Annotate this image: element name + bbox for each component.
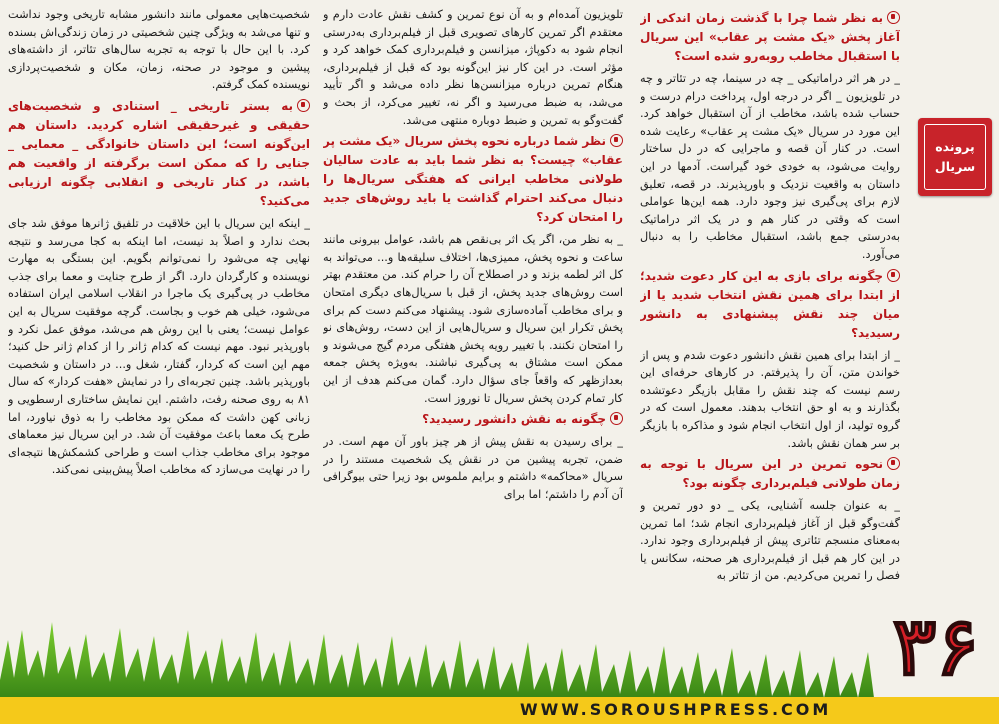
question-heading [323, 132, 623, 227]
bullet-icon [610, 134, 623, 147]
question-heading [8, 97, 310, 211]
question-heading [640, 455, 900, 493]
question-text: به بستر تاریخی _ استنادی و شخصیت‌های حقیقی و غیرحقیقی اشاره کردید. داستان هم این‌گونه است؛ این داستان خانوادگی _ معمایی _ جنایی را که ممکن است برگرفته از واقعیت هم باشد، در کنار تاریخی و انقلابی چگونه ارزیابی می‌کنید؟ [8, 98, 310, 208]
bullet-icon [887, 457, 900, 470]
website-url: WWW.SOROUSHPRESS.COM [520, 700, 832, 719]
footer-bar [0, 697, 999, 724]
badge-line-1: پرونده [935, 139, 975, 154]
question-heading [640, 9, 900, 66]
answer-paragraph: _ در هر اثر دراماتیکی _ چه در سینما، چه در تئاتر و چه در تلویزیون _ اگر در درجه اول، پرداخت درام درست و حساب شده باشد، مخاطب از آن استقبال خواهد کرد. این مورد در سریال «یک مشت پر عقاب» رعایت شده است. در کنار آن قصه و ماجرایی که در دل ساختار روایت می‌شود، به خودی خود گیراست. آدمها در این داستان به واقعیت نزدیک و باورپذیرند. در قصه، تعلیق لازم برای پی‌گیری نیز وجود دارد. همه این‌ها عواملی است که وقتی در کنار هم و در یک اثر دراماتیک به‌درستی جمع باشد، استقبال مخاطب را به دنبال می‌آورد. [640, 72, 900, 261]
answer-paragraph: _ برای رسیدن به نقش پیش از هر چیز باور آن مهم است. در ضمن، تجربه پیشین من در نقش یک شخصیت مستند را در سریال «محاکمه» داشتم و برایم ملموس بود زیرا حتی بیوگرافی آن آدم را داشتم؛ اما برای [323, 435, 623, 501]
bullet-icon [297, 99, 310, 112]
page-number: ۳۶ [893, 599, 979, 693]
question-text: نحوه تمرین در این سریال با توجه به زمان طولانی فیلم‌برداری چگونه بود؟ [640, 457, 900, 491]
grass-decoration [0, 600, 999, 710]
section-badge [918, 118, 992, 196]
answer-paragraph: _ به نظر من، اگر یک اثر بی‌نقص هم باشد، عوامل بیرونی مانند ساعت و نحوه پخش، ممیزی‌ها، اختلاف سلیقه‌ها و... می‌تواند به کل اثر لطمه بزند و در اصطلاح آن را حرام کند. من معتقدم بهتر است روش‌های جدید پخش، از قبل با سریال‌های دیگری امتحان و برای مخاطب آماده‌سازی شود. پیشنهاد می‌کنم دست کم برای پخش تکرار این سریال و سریال‌هایی از این دست، روش‌های نو را امتحان نکنند. با تغییر رویه پخش هفتگی مردم گیج می‌شوند و ممکن است مشتاق به پی‌گیری نباشند. به‌ویژه پخش جمعه بعدازظهر که واقعاً جای سؤال دارد. گمان می‌کنم هدف از این کار تمام کردن پخش سریال تا نوروز است. [323, 233, 623, 405]
badge-frame [924, 124, 986, 190]
answer-paragraph: _ به عنوان جلسه آشنایی، یکی _ دو دور تمرین و گفت‌وگو قبل از آغاز فیلم‌برداری انجام شد؛ اما تمرین به‌معنای منسجم تئاتری پیش از فیلم‌برداری وجود ندارد. در این کار هم قبل از فیلم‌برداری هر صحنه، سکانس یا فصل را تمرین می‌کردیم. من از تئاتر به [640, 499, 900, 583]
bullet-icon [887, 269, 900, 282]
question-heading [323, 410, 623, 429]
bullet-icon [887, 11, 900, 24]
answer-paragraph: _ اینکه این سریال با این خلاقیت در تلفیق ژانرها موفق شد جای بحث ندارد و اصلاً بد نیست، اما اینکه به کجا می‌رسد و نتیجه نهایی چه می‌شود را نمی‌توانم بگویم. این بستگی به مهارت نویسنده و کارگردان دارد. اگر از طرح جنایت و معما برای جذب مخاطب در پی‌گیری یک ماجرا در انقلاب اسلامی ایران استفاده می‌شود، خیلی هم خوب و بجاست. گرچه موفقیت سریال به این عوامل نیست؛ یعنی با این روش هم می‌شد، موفق عمل نکرد و باورپذیر نبود. مهم نیست که کدام ژانر را از کدام ژانر حل کنید؛ مهم این است که کردار، گفتار، شغل و... در داستان و شخصیت باورپذیر باشد. چنین تجربه‌ای را در نمایش «هفت کردار» که سال ۸۱ به روی صحنه رفت، داشتم. این نمایش ساختاری ارسطویی و زبانی کهن داشت که ممکن بود مخاطب را به ذوق نیاورد، اما طرح یک معما باعث موفقیت آن شد. در این سریال نیز معماهای موجود برای مخاطب جذاب است و طراحی کشمکش‌ها نتیجه‌ای را در نهایت می‌سازد که مخاطب اصلاً پیش‌بینی نمی‌کند. [8, 216, 310, 477]
answer-paragraph: _ از ابتدا برای همین نقش دانشور دعوت شدم و پس از خواندن متن، آن را پذیرفتم. در کارهای حرفه‌ای این رسم نیست که چند نقش را مقابل بازیگر دعوتشده بگذارند و به او حق انتخاب بدهند. معمول است که در گروه تولید، از اول انتخاب انجام شود و مذاکره با بازیگر بر سر همان نقش باشد. [640, 348, 900, 450]
column-middle [323, 6, 623, 656]
question-text: چگونه به نقش دانشور رسیدید؟ [422, 412, 606, 427]
question-text: به نظر شما چرا با گذشت زمان اندکی از آغاز پخش «یک مشت پر عقاب» این سریال با استقبال مخاطب روبه‌رو شده است؟ [640, 11, 900, 63]
column-left [8, 6, 310, 656]
question-text: چگونه برای بازی به این کار دعوت شدید؛ از ابتدا برای همین نقش انتخاب شدید یا از میان چند نقش پیشنهادی به دانشور رسیدید؟ [640, 268, 900, 340]
bullet-icon [610, 412, 623, 425]
badge-line-2: سریال [934, 159, 976, 174]
question-text: نظر شما درباره نحوه پخش سریال «یک مشت پر عقاب» چیست؟ به نظر شما باید به عادت سالیان طولانی مخاطب ایرانی که هفتگی سریال‌ها را دنبال می‌کند احترام گذاشت یا باید روش‌های جدید را امتحان کرد؟ [323, 134, 623, 225]
answer-paragraph: تلویزیون آمده‌ام و به آن نوع تمرین و کشف نقش عادت دارم و معتقدم اگر تمرین کارهای تصویری قبل از فیلم‌برداری به‌درستی انجام شود به دکوپاژ، میزانسن و فیلم‌برداری کمک خواهد کرد و مؤثر است. در این کار نیز این‌گونه بود که قبل از فیلم‌برداری، هنگام تمرین درباره میزانسن‌ها نظر داده می‌شد و اگر تأیید می‌شد، به ضبط می‌رسید و اگر نه، تغییر می‌کرد، از بحث و گفت‌وگو به تمرین و ضبط دوباره منتهی می‌شد. [323, 8, 623, 127]
column-right [640, 6, 900, 606]
question-heading [640, 267, 900, 343]
answer-paragraph: شخصیت‌هایی معمولی مانند دانشور مشابه تاریخی وجود نداشت و تنها می‌شد به ویژگی چنین شخصیتی در زمان زندگی‌اش بسنده کرد. با این حال با توجه به تجربه سال‌های تئاتر، از داشته‌های پیشین و موجود در صحنه، زمان، مکان و شخصیت‌پردازی نویسنده کمک گرفتم. [8, 8, 310, 92]
